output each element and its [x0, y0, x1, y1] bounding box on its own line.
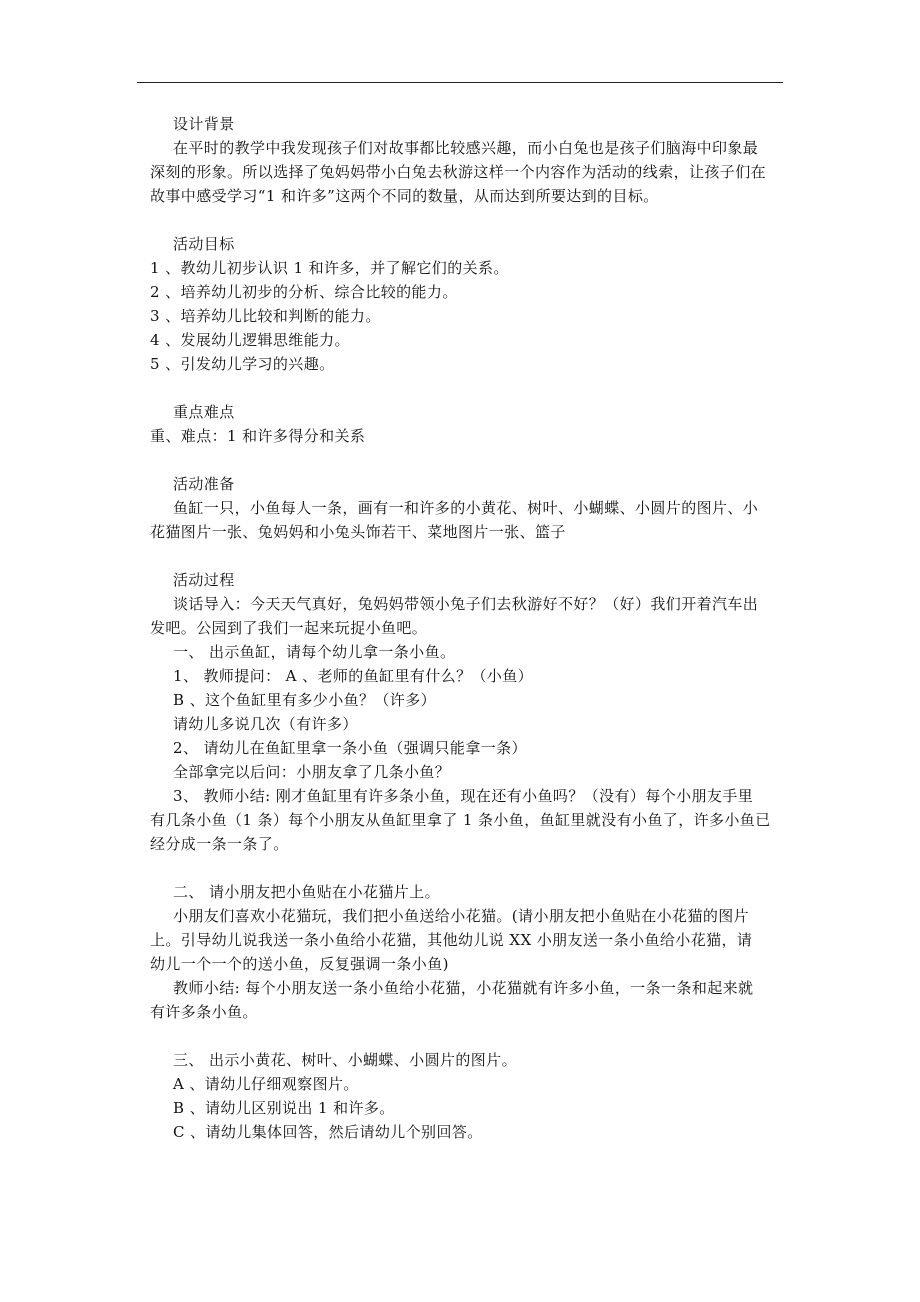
paragraph-line: 3、 教师小结: 刚才鱼缸里有许多条小鱼，现在还有小鱼吗？（没有）每个小朋友手里	[173, 787, 754, 805]
paragraph-line: 经分成一条一条了。	[150, 835, 289, 853]
step-heading: 三、 出示小黄花、树叶、小蝴蝶、小圆片的图片。	[173, 1051, 517, 1069]
paragraph-line: 谈话导入：今天天气真好，兔妈妈带领小兔子们去秋游好不好？（好）我们开着汽车出	[173, 595, 759, 613]
goal-item: 1 、教幼儿初步认识 1 和许多，并了解它们的关系。	[150, 259, 509, 277]
paragraph-line: 故事中感受学习“1 和许多”这两个不同的数量，从而达到所要达到的目标。	[150, 187, 659, 205]
goal-item: 4 、发展幼儿逻辑思维能力。	[150, 331, 350, 349]
paragraph-line: 深刻的形象。所以选择了兔妈妈带小白兔去秋游这样一个内容作为活动的线索，让孩子们在	[150, 163, 767, 181]
paragraph-line: 发吧。公园到了我们一起来玩捉小鱼吧。	[150, 619, 428, 637]
paragraph-line: 上。引导幼儿说我送一条小鱼给小花猫，其他幼儿说 XX 小朋友送一条小鱼给小花猫，请	[150, 931, 753, 949]
step-heading: 二、 请小朋友把小鱼贴在小花猫片上。	[173, 883, 440, 901]
section-title-background: 设计背景	[173, 115, 235, 133]
paragraph-line: 请幼儿多说几次（有许多）	[173, 715, 358, 733]
paragraph-line: 幼儿一个一个的送小鱼，反复强调一条小鱼)	[150, 955, 449, 973]
paragraph-line: B 、这个鱼缸里有多少小鱼？（许多）	[173, 691, 436, 709]
goal-item: 3 、培养幼儿比较和判断的能力。	[150, 307, 381, 325]
goal-item: 5 、引发幼儿学习的兴趣。	[150, 355, 335, 373]
paragraph-line: A 、请幼儿仔细观察图片。	[173, 1075, 359, 1093]
step-heading: 一、 出示鱼缸，请每个幼儿拿一条小鱼。	[173, 643, 456, 661]
goal-item: 2 、培养幼儿初步的分析、综合比较的能力。	[150, 283, 458, 301]
paragraph-line: 有许多条小鱼。	[150, 1003, 258, 1021]
paragraph-line: 在平时的教学中我发现孩子们对故事都比较感兴趣，而小白兔也是孩子们脑海中印象最	[173, 139, 759, 157]
paragraph-line: 1、 教师提问： A 、老师的鱼缸里有什么？（小鱼）	[173, 667, 534, 685]
key-points-text: 重、难点：1 和许多得分和关系	[150, 427, 366, 445]
paragraph-line: 花猫图片一张、兔妈妈和小兔头饰若干、菜地图片一张、篮子	[150, 523, 566, 541]
paragraph-line: B 、请幼儿区别说出 1 和许多。	[173, 1099, 395, 1117]
header-rule	[137, 82, 783, 83]
section-title-process: 活动过程	[173, 571, 235, 589]
paragraph-line: 有几条小鱼（1 条）每个小朋友从鱼缸里拿了 1 条小鱼，鱼缸里就没有小鱼了，许多小鱼已	[150, 811, 771, 829]
paragraph-line: 2、 请幼儿在鱼缸里拿一条小鱼（强调只能拿一条）	[173, 739, 527, 757]
section-title-goals: 活动目标	[173, 235, 235, 253]
section-title-key-points: 重点难点	[173, 403, 235, 421]
paragraph-line: 鱼缸一只，小鱼每人一条，画有一和许多的小黄花、树叶、小蝴蝶、小圆片的图片、小	[173, 499, 759, 517]
section-title-preparation: 活动准备	[173, 475, 235, 493]
paragraph-line: 小朋友们喜欢小花猫玩，我们把小鱼送给小花猫。(请小朋友把小鱼贴在小花猫的图片	[173, 907, 750, 925]
paragraph-line: 全部拿完以后问：小朋友拿了几条小鱼？	[173, 763, 451, 781]
paragraph-line: 教师小结: 每个小朋友送一条小鱼给小花猫，小花猫就有许多小鱼，一条一条和起来就	[173, 979, 754, 997]
paragraph-line: C 、请幼儿集体回答，然后请幼儿个别回答。	[173, 1123, 483, 1141]
